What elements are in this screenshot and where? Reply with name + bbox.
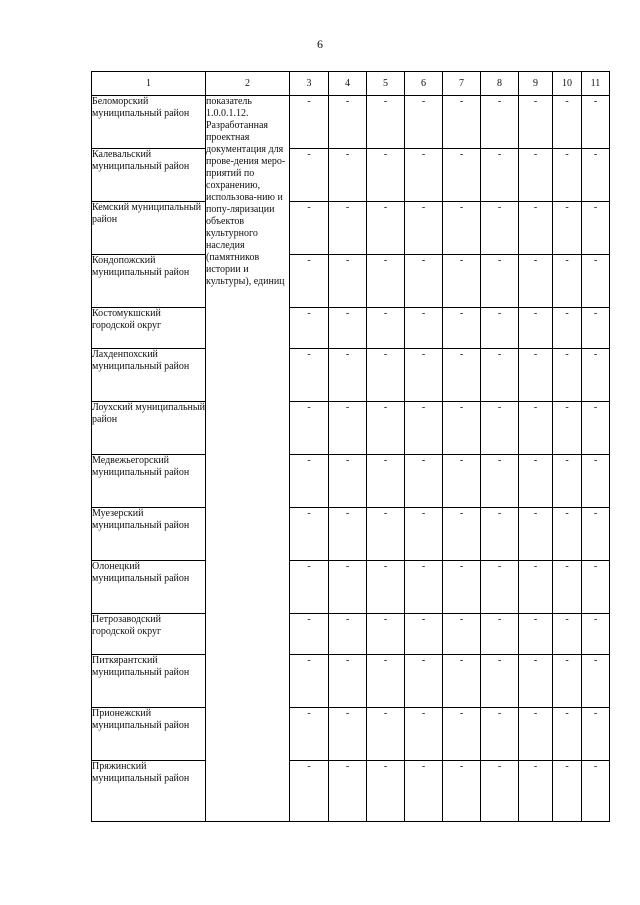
column-header: 9 <box>519 72 553 96</box>
value-cell: - <box>405 655 443 708</box>
value-cell: - <box>519 708 553 761</box>
value-cell: - <box>290 255 329 308</box>
region-name: Кондопожский муниципальный район <box>92 255 206 308</box>
value-cell: - <box>443 308 481 349</box>
value-cell: - <box>367 255 405 308</box>
column-header: 6 <box>405 72 443 96</box>
value-cell: - <box>443 402 481 455</box>
value-cell: - <box>553 508 582 561</box>
table-row <box>92 761 610 822</box>
value-cell: - <box>443 614 481 655</box>
value-cell: - <box>290 655 329 708</box>
value-cell: - <box>329 455 367 508</box>
page-number: 6 <box>317 37 323 51</box>
value-cell: - <box>443 455 481 508</box>
value-cell: - <box>582 455 610 508</box>
value-cell: - <box>290 96 329 149</box>
region-name: Прионежский муниципальный район <box>92 708 206 761</box>
value-cell: - <box>519 614 553 655</box>
value-cell: - <box>405 761 443 822</box>
value-cell: - <box>481 349 519 402</box>
value-cell: - <box>519 655 553 708</box>
value-cell: - <box>443 708 481 761</box>
region-name: Лоухский муниципальный район <box>92 402 206 455</box>
value-cell: - <box>329 508 367 561</box>
value-cell: - <box>329 149 367 202</box>
value-cell: - <box>329 761 367 822</box>
value-cell: - <box>367 202 405 255</box>
value-cell: - <box>582 508 610 561</box>
column-header: 10 <box>553 72 582 96</box>
value-cell: - <box>582 614 610 655</box>
value-cell: - <box>290 308 329 349</box>
region-name: Муезерский муниципальный район <box>92 508 206 561</box>
value-cell: - <box>481 255 519 308</box>
value-cell: - <box>553 708 582 761</box>
table-row <box>92 614 610 655</box>
value-cell: - <box>290 402 329 455</box>
value-cell: - <box>519 349 553 402</box>
column-header: 8 <box>481 72 519 96</box>
value-cell: - <box>290 508 329 561</box>
value-cell: - <box>405 308 443 349</box>
column-header: 5 <box>367 72 405 96</box>
value-cell: - <box>405 708 443 761</box>
value-cell: - <box>405 149 443 202</box>
value-cell: - <box>519 308 553 349</box>
value-cell: - <box>405 96 443 149</box>
region-name: Кемский муниципальный район <box>92 202 206 255</box>
value-cell: - <box>481 708 519 761</box>
table-row <box>92 308 610 349</box>
value-cell: - <box>582 255 610 308</box>
value-cell: - <box>443 349 481 402</box>
value-cell: - <box>443 255 481 308</box>
value-cell: - <box>367 308 405 349</box>
value-cell: - <box>519 455 553 508</box>
value-cell: - <box>553 349 582 402</box>
column-header: 7 <box>443 72 481 96</box>
value-cell: - <box>519 761 553 822</box>
value-cell: - <box>329 202 367 255</box>
value-cell: - <box>553 655 582 708</box>
value-cell: - <box>405 202 443 255</box>
column-header: 4 <box>329 72 367 96</box>
region-name: Петрозаводский городской округ <box>92 614 206 655</box>
value-cell: - <box>553 255 582 308</box>
value-cell: - <box>553 455 582 508</box>
value-cell: - <box>519 561 553 614</box>
value-cell: - <box>443 655 481 708</box>
value-cell: - <box>290 614 329 655</box>
value-cell: - <box>329 708 367 761</box>
value-cell: - <box>582 761 610 822</box>
table-row <box>92 96 610 149</box>
header-row <box>92 72 610 96</box>
table-row <box>92 455 610 508</box>
value-cell: - <box>481 308 519 349</box>
value-cell: - <box>481 508 519 561</box>
value-cell: - <box>367 508 405 561</box>
value-cell: - <box>367 455 405 508</box>
table-row <box>92 508 610 561</box>
column-header: 2 <box>206 72 290 96</box>
value-cell: - <box>481 149 519 202</box>
value-cell: - <box>553 202 582 255</box>
value-cell: - <box>582 308 610 349</box>
value-cell: - <box>519 96 553 149</box>
value-cell: - <box>290 149 329 202</box>
value-cell: - <box>553 308 582 349</box>
value-cell: - <box>481 614 519 655</box>
value-cell: - <box>290 561 329 614</box>
value-cell: - <box>290 455 329 508</box>
value-cell: - <box>405 561 443 614</box>
value-cell: - <box>519 255 553 308</box>
value-cell: - <box>481 455 519 508</box>
region-name: Лахденпохский муниципальный район <box>92 349 206 402</box>
value-cell: - <box>519 508 553 561</box>
indicator-table <box>91 71 610 822</box>
table-row <box>92 349 610 402</box>
table-row <box>92 708 610 761</box>
value-cell: - <box>405 614 443 655</box>
column-header: 1 <box>92 72 206 96</box>
value-cell: - <box>329 255 367 308</box>
value-cell: - <box>443 761 481 822</box>
region-name: Олонецкий муниципальный район <box>92 561 206 614</box>
value-cell: - <box>443 508 481 561</box>
value-cell: - <box>367 402 405 455</box>
table-row <box>92 202 610 255</box>
column-header: 11 <box>582 72 610 96</box>
value-cell: - <box>290 708 329 761</box>
value-cell: - <box>582 96 610 149</box>
value-cell: - <box>290 349 329 402</box>
value-cell: - <box>290 761 329 822</box>
value-cell: - <box>367 561 405 614</box>
value-cell: - <box>367 614 405 655</box>
value-cell: - <box>481 761 519 822</box>
value-cell: - <box>405 508 443 561</box>
value-cell: - <box>582 655 610 708</box>
value-cell: - <box>519 202 553 255</box>
value-cell: - <box>405 402 443 455</box>
value-cell: - <box>405 455 443 508</box>
value-cell: - <box>329 349 367 402</box>
value-cell: - <box>443 561 481 614</box>
value-cell: - <box>329 614 367 655</box>
value-cell: - <box>329 655 367 708</box>
value-cell: - <box>582 149 610 202</box>
value-cell: - <box>443 149 481 202</box>
region-name: Костомукшский городской округ <box>92 308 206 349</box>
value-cell: - <box>582 202 610 255</box>
value-cell: - <box>443 202 481 255</box>
value-cell: - <box>367 655 405 708</box>
value-cell: - <box>367 349 405 402</box>
value-cell: - <box>329 308 367 349</box>
value-cell: - <box>553 561 582 614</box>
value-cell: - <box>290 202 329 255</box>
value-cell: - <box>481 96 519 149</box>
table-row <box>92 561 610 614</box>
region-name: Беломорский муниципальный район <box>92 96 206 149</box>
value-cell: - <box>553 149 582 202</box>
value-cell: - <box>329 96 367 149</box>
value-cell: - <box>553 761 582 822</box>
value-cell: - <box>519 149 553 202</box>
region-name: Питкярантский муниципальный район <box>92 655 206 708</box>
value-cell: - <box>367 761 405 822</box>
value-cell: - <box>481 561 519 614</box>
value-cell: - <box>405 349 443 402</box>
value-cell: - <box>329 561 367 614</box>
value-cell: - <box>443 96 481 149</box>
value-cell: - <box>481 402 519 455</box>
region-name: Калевальский муниципальный район <box>92 149 206 202</box>
table-row <box>92 255 610 308</box>
value-cell: - <box>405 255 443 308</box>
region-name: Пряжинский муниципальный район <box>92 761 206 822</box>
value-cell: - <box>582 402 610 455</box>
table-row <box>92 149 610 202</box>
value-cell: - <box>481 202 519 255</box>
value-cell: - <box>329 402 367 455</box>
value-cell: - <box>367 149 405 202</box>
value-cell: - <box>553 402 582 455</box>
value-cell: - <box>582 708 610 761</box>
value-cell: - <box>367 96 405 149</box>
column-header: 3 <box>290 72 329 96</box>
region-name: Медвежьегорский муниципальный район <box>92 455 206 508</box>
table-row <box>92 655 610 708</box>
value-cell: - <box>481 655 519 708</box>
value-cell: - <box>367 708 405 761</box>
value-cell: - <box>553 96 582 149</box>
value-cell: - <box>519 402 553 455</box>
table-row <box>92 402 610 455</box>
value-cell: - <box>582 349 610 402</box>
value-cell: - <box>582 561 610 614</box>
indicator-description: показатель 1.0.0.1.12. Разработанная проектная документация для прове-дения меро-приятий по сохранению, использова-нию и попу-ляризации объектов культурного наследия (памятников истории и культуры), единиц <box>206 96 290 822</box>
value-cell: - <box>553 614 582 655</box>
